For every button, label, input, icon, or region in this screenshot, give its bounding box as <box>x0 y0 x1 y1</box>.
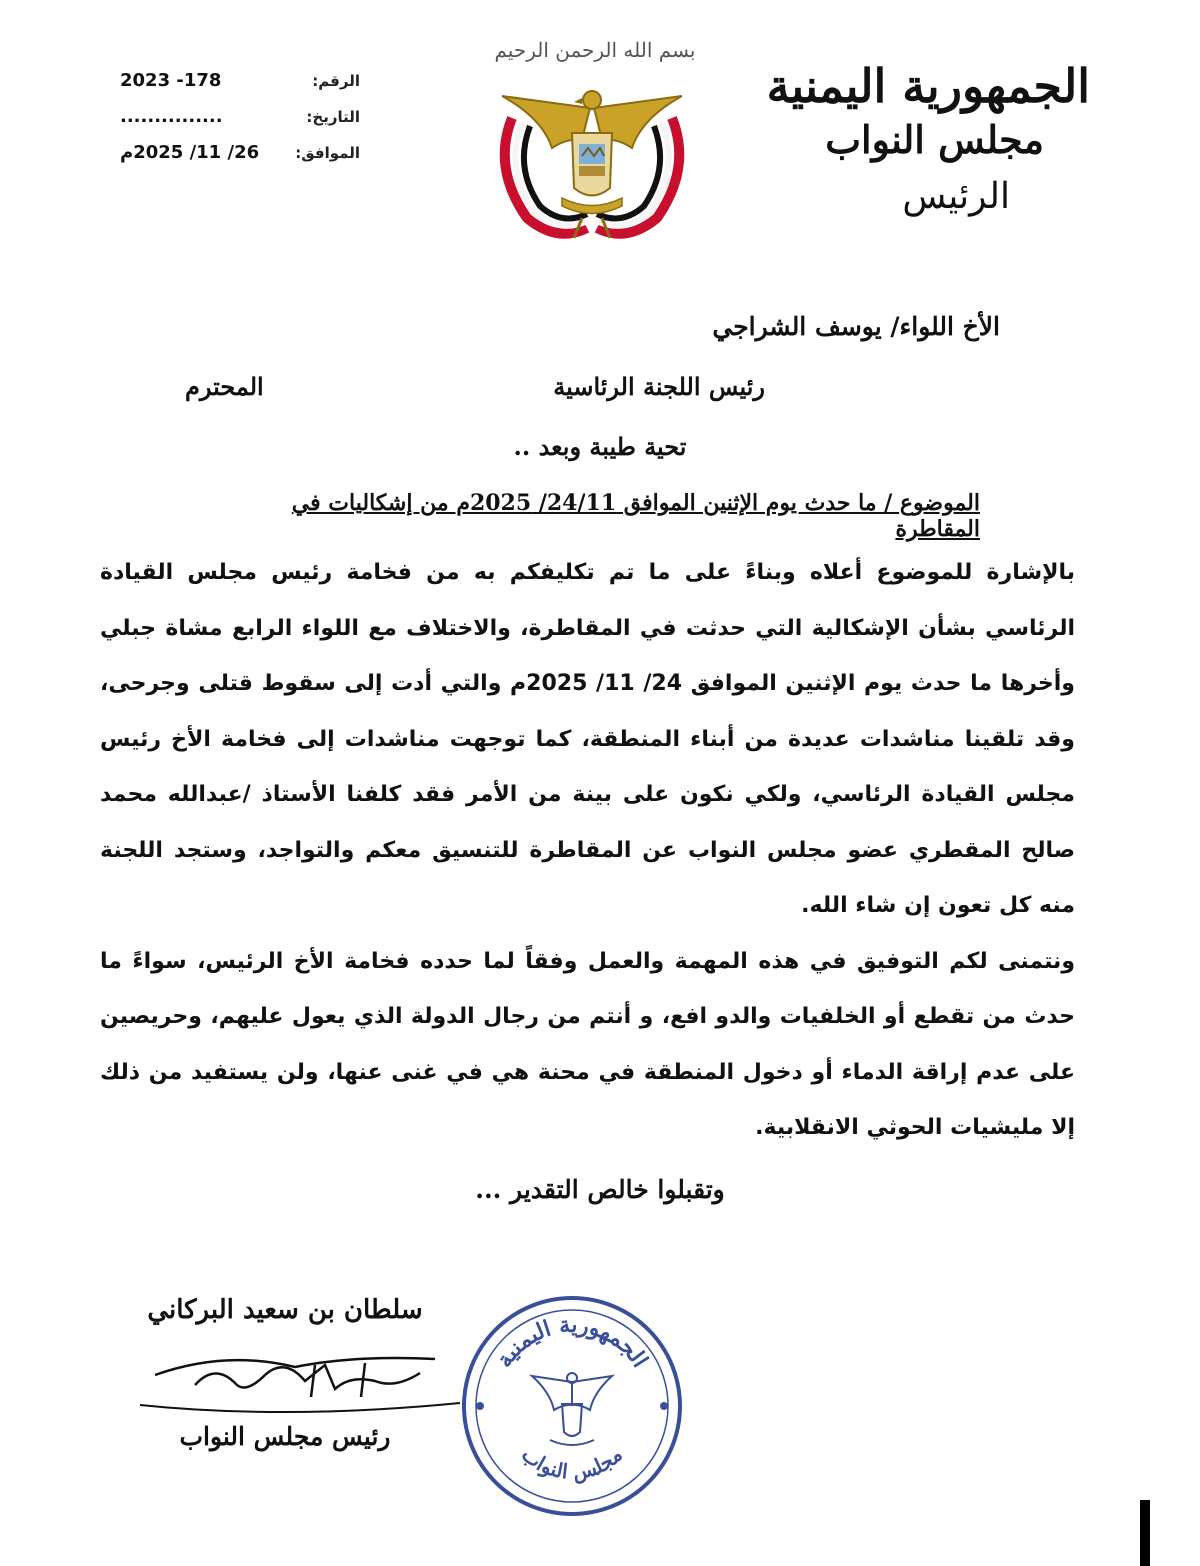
basmala: بسم الله الرحمن الرحيم <box>494 38 696 62</box>
office-name: الرئيس <box>902 175 1010 217</box>
council-name: مجلس النواب <box>825 116 1044 162</box>
addressee-name: الأخ اللواء/ يوسف الشراجي <box>712 312 1000 341</box>
body-paragraph-1: بالإشارة للموضوع أعلاه وبناءً على ما تم تكليفكم به من فخامة رئيس مجلس القيادة الرئاسي بشأن الإشكالية التي حدثت في المقاطرة، والاختلاف مع اللواء الرابع مشاة جبلي وأخرها ما حدث يوم الإثنين الموافق 24/ 11/ 2025م والتي أدت إلى سقوط قتلى وجرحى، وقد تلقينا مناشدات عديدة من أبناء المنطقة، كما توجهت مناشدات إلى فخامة الأخ رئيس مجلس القيادة الرئاسي، ولكي نكون على بينة من الأمر فقد كلفنا الأستاذ /عبدالله محمد صالح المقطري عضو مجلس النواب عن المقاطرة للتنسيق معكم والتواجد، وستجد اللجنة منه كل تعون إن شاء الله. <box>100 560 1075 918</box>
reference-date-row <box>110 106 360 142</box>
reference-block <box>110 70 360 178</box>
page-edge-mark <box>1140 1500 1150 1566</box>
republic-name: الجمهورية اليمنية <box>766 59 1090 113</box>
reference-number-label: الرقم: <box>312 72 360 90</box>
reference-date-label: التاريخ: <box>306 108 360 126</box>
subject-line: الموضوع / ما حدث يوم الإثنين الموافق 24/11/ 2025م من إشكاليات في المقاطرة <box>291 490 980 542</box>
reference-corresponding-label: الموافق: <box>295 144 360 162</box>
svg-text:الجمهورية اليمنية <box>491 1312 653 1373</box>
official-seal-icon <box>458 1292 686 1520</box>
reference-date-value: ............... <box>120 106 223 127</box>
reference-number-row <box>110 70 360 106</box>
body-paragraph-2: ونتمنى لكم التوفيق في هذه المهمة والعمل وفقاً لما حدده فخامة الأخ الرئيس، سواءً ما حدث من تقطع أو الخلفيات والدو افع، و أنتم من رجال الدولة الذي يعول عليهم، وحريصين على عدم إراقة الدماء أو دخول المنطقة في محنة هي في غنى عنها، ولن يستفيد من ذلك إلا مليشيات الحوثي الانقلابية. <box>100 948 1075 1140</box>
reference-corresponding-row <box>110 142 360 178</box>
closing-line: وتقبلوا خالص التقدير ... <box>475 1175 725 1204</box>
svg-text:مجلس النواب <box>517 1442 627 1486</box>
letter-body <box>100 545 1075 1156</box>
handwritten-signature-icon <box>135 1345 465 1425</box>
reference-number-value: 178- 2023 <box>120 70 222 91</box>
yemen-emblem-icon <box>482 78 702 248</box>
addressee-honorific: المحترم <box>185 372 264 401</box>
greeting: تحية طيبة وبعد .. <box>513 432 687 461</box>
reference-corresponding-value: 26/ 11/ 2025م <box>120 142 260 163</box>
letterhead-title-block <box>760 60 1090 217</box>
seal-text-top: الجمهورية اليمنية <box>491 1311 654 1373</box>
seal-text-bottom: مجلس النواب <box>517 1442 627 1485</box>
signatory-name: سلطان بن سعيد البركاني <box>147 1295 423 1325</box>
addressee-title: رئيس اللجنة الرئاسية <box>553 372 765 401</box>
signatory-title: رئيس مجلس النواب <box>179 1422 391 1451</box>
